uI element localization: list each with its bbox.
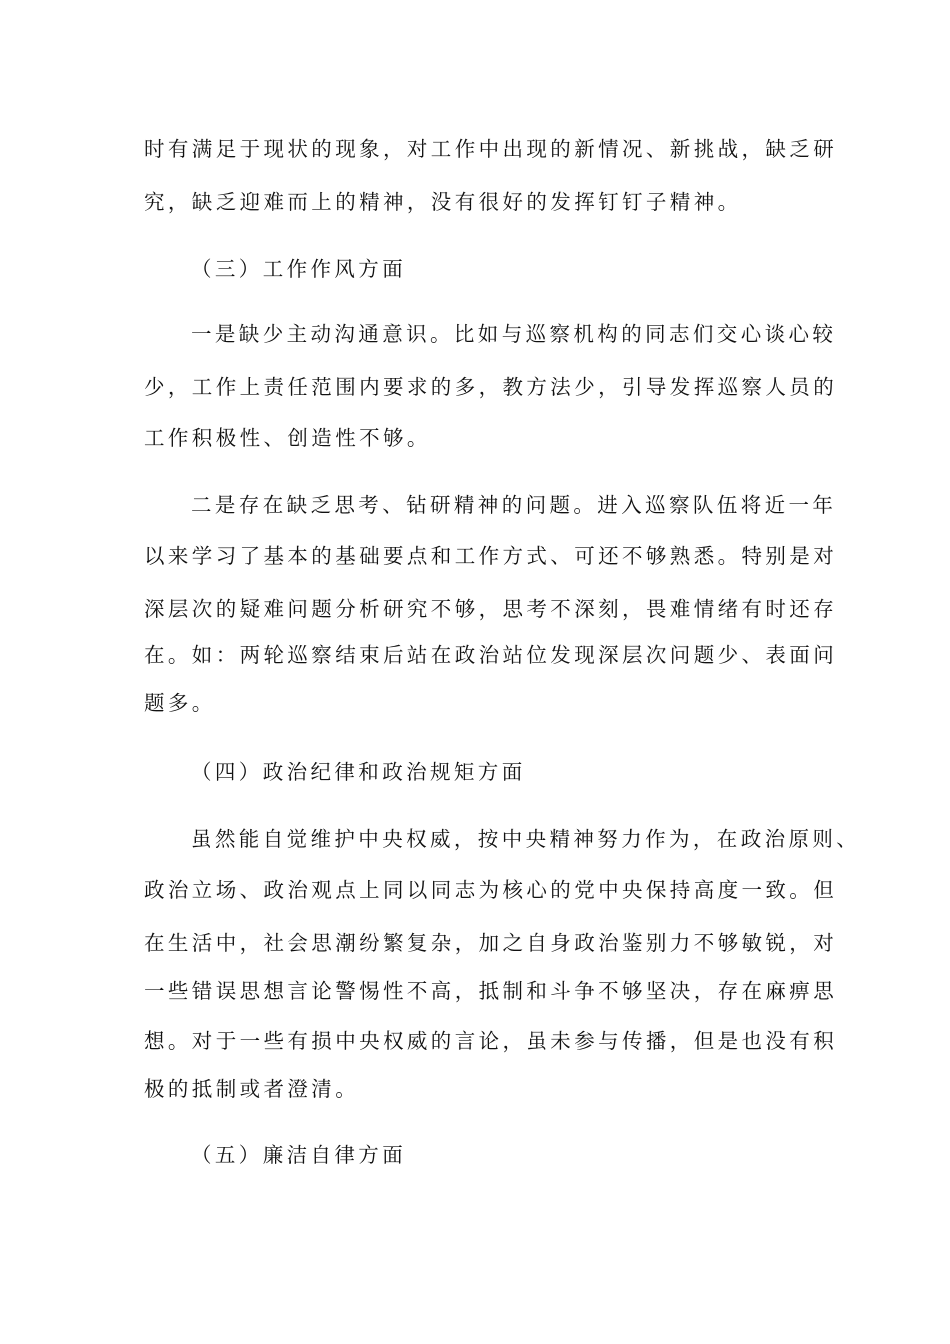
- paragraph-line: 二是存在缺乏思考、钻研精神的问题。进入巡察队伍将近一年: [191, 493, 837, 517]
- paragraph-line: 在生活中，社会思潮纷繁复杂，加之自身政治鉴别力不够敏锐，对: [144, 931, 838, 955]
- paragraph-line: 深层次的疑难问题分析研究不够，思考不深刻，畏难情绪有时还存: [144, 597, 838, 621]
- paragraph-line: 在。如：两轮巡察结束后站在政治站位发现深层次问题少、表面问: [144, 643, 838, 667]
- paragraph-line: 极的抵制或者澄清。: [144, 1077, 360, 1101]
- paragraph-line: 一些错误思想言论警惕性不高，抵制和斗争不够坚决，存在麻痹思: [144, 979, 838, 1003]
- paragraph-line: 一是缺少主动沟通意识。比如与巡察机构的同志们交心谈心较: [191, 322, 837, 346]
- paragraph-line: 以来学习了基本的基础要点和工作方式、可还不够熟悉。特别是对: [144, 544, 838, 568]
- section-heading: （四）政治纪律和政治规矩方面: [191, 760, 526, 784]
- paragraph-line: 虽然能自觉维护中央权威，按中央精神努力作为，在政治原则、: [191, 827, 861, 851]
- section-heading: （三）工作作风方面: [191, 257, 407, 281]
- paragraph-line: 究，缺乏迎难而上的精神，没有很好的发挥钉钉子精神。: [144, 190, 742, 214]
- paragraph-line: 少，工作上责任范围内要求的多，教方法少，引导发挥巡察人员的: [144, 375, 838, 399]
- paragraph-line: 想。对于一些有损中央权威的言论，虽未参与传播，但是也没有积: [144, 1029, 838, 1053]
- paragraph-line: 时有满足于现状的现象，对工作中出现的新情况、新挑战，缺乏研: [144, 137, 838, 161]
- paragraph-line: 工作积极性、创造性不够。: [144, 426, 431, 450]
- paragraph-line: 题多。: [144, 691, 216, 715]
- paragraph-line: 政治立场、政治观点上同以同志为核心的党中央保持高度一致。但: [144, 878, 838, 902]
- section-heading: （五）廉洁自律方面: [191, 1143, 407, 1167]
